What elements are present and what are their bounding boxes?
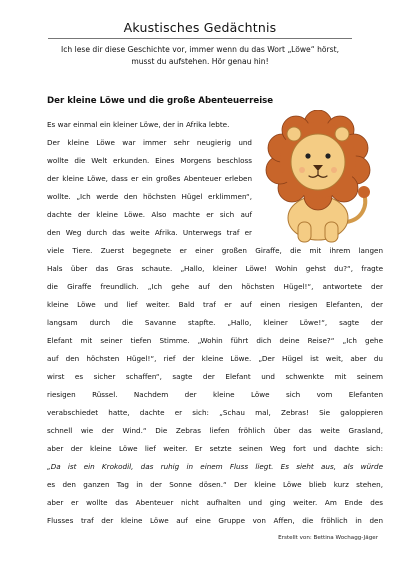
instruction-line: musst du aufstehen. Hör genau hin! (131, 57, 269, 66)
instructions (30, 44, 370, 68)
story-title: Der kleine Löwe und die große Abenteuerreise (47, 96, 274, 106)
story-line: der kleine Löwe, dass er ein großes Abenteuer erleben (47, 174, 252, 183)
story-line: Es war einmal ein kleiner Löwe, der in Afrika lebte. (47, 120, 230, 129)
story-line: kleine Löwe und lief weiter. Bald traf er auf einen riesigen Elefanten, der (47, 300, 383, 309)
story-line: dachte der kleine Löwe. Also machte er sich auf (47, 210, 252, 219)
story-line: verabschiedet hatte, dachte er sich: „Schau mal, Zebras! Sie galoppieren (47, 408, 383, 417)
story-line: aber der kleine Löwe lief weiter. Er setzte seinen Weg fort und dachte sich: (47, 444, 383, 453)
story-line: aber er wollte das Abenteuer nicht aufhalten und ging weiter. Am Ende des (47, 498, 383, 507)
story-line: riesigen Rüssel. Nachdem der kleine Löwe sich vom Elefanten (47, 390, 383, 399)
author-credit: Erstellt von: Bettina Wochagg-Jäger (278, 535, 378, 541)
story-line: Flusses traf der kleine Löwe auf eine Gruppe von Affen, die fröhlich in den (47, 516, 383, 525)
story-line: es den ganzen Tag in der Sonne dösen.“ Der kleine Löwe blieb kurz stehen, (47, 480, 383, 489)
story-line: „Da ist ein Krokodil, das ruhig in einem Fluss liegt. Es sieht aus, als würde (47, 462, 383, 471)
story-line: wollte die Welt erkunden. Eines Morgens beschloss (47, 156, 252, 165)
story-line: den Weg durch das weite Afrika. Unterwegs traf er (47, 228, 252, 237)
story-line: auf den höchsten Hügel!“, rief der kleine Löwe. „Der Hügel ist weit, aber du (47, 354, 383, 363)
story-line: viele Tiere. Zuerst begegnete er einer großen Giraffe, die mit ihrem langen (47, 246, 383, 255)
story-line: Hals über das Gras schaute. „Hallo, kleiner Löwe! Wohin gehst du?“, fragte (47, 264, 383, 273)
title-divider (48, 38, 352, 39)
story-line: die Giraffe freundlich. „Ich gehe auf den höchsten Hügel!“, antwortete der (47, 282, 383, 291)
story-line: langsam durch die Savanne stapfte. „Hallo, kleiner Löwe!“, sagte der (47, 318, 383, 327)
story-line: schnell wie der Wind.“ Die Zebras liefen fröhlich über das weite Grasland, (47, 426, 383, 435)
lion-icon (258, 110, 378, 245)
page-title: Akustisches Gedächtnis (123, 20, 277, 35)
story-line: wirst es sicher schaffen“, sagte der Elefant und schwenkte mit seinem (47, 372, 383, 381)
instruction-line: Ich lese dir diese Geschichte vor, immer wenn du das Wort „Löwe“ hörst, (60, 45, 340, 54)
story-line: wollte. „Ich werde den höchsten Hügel erklimmen“, (47, 192, 252, 201)
story-line: Elefant mit seiner tiefen Stimme. „Wohin führt dich deine Reise?“ „Ich gehe (47, 336, 383, 345)
story-line: Der kleine Löwe war immer sehr neugierig und (47, 138, 252, 147)
